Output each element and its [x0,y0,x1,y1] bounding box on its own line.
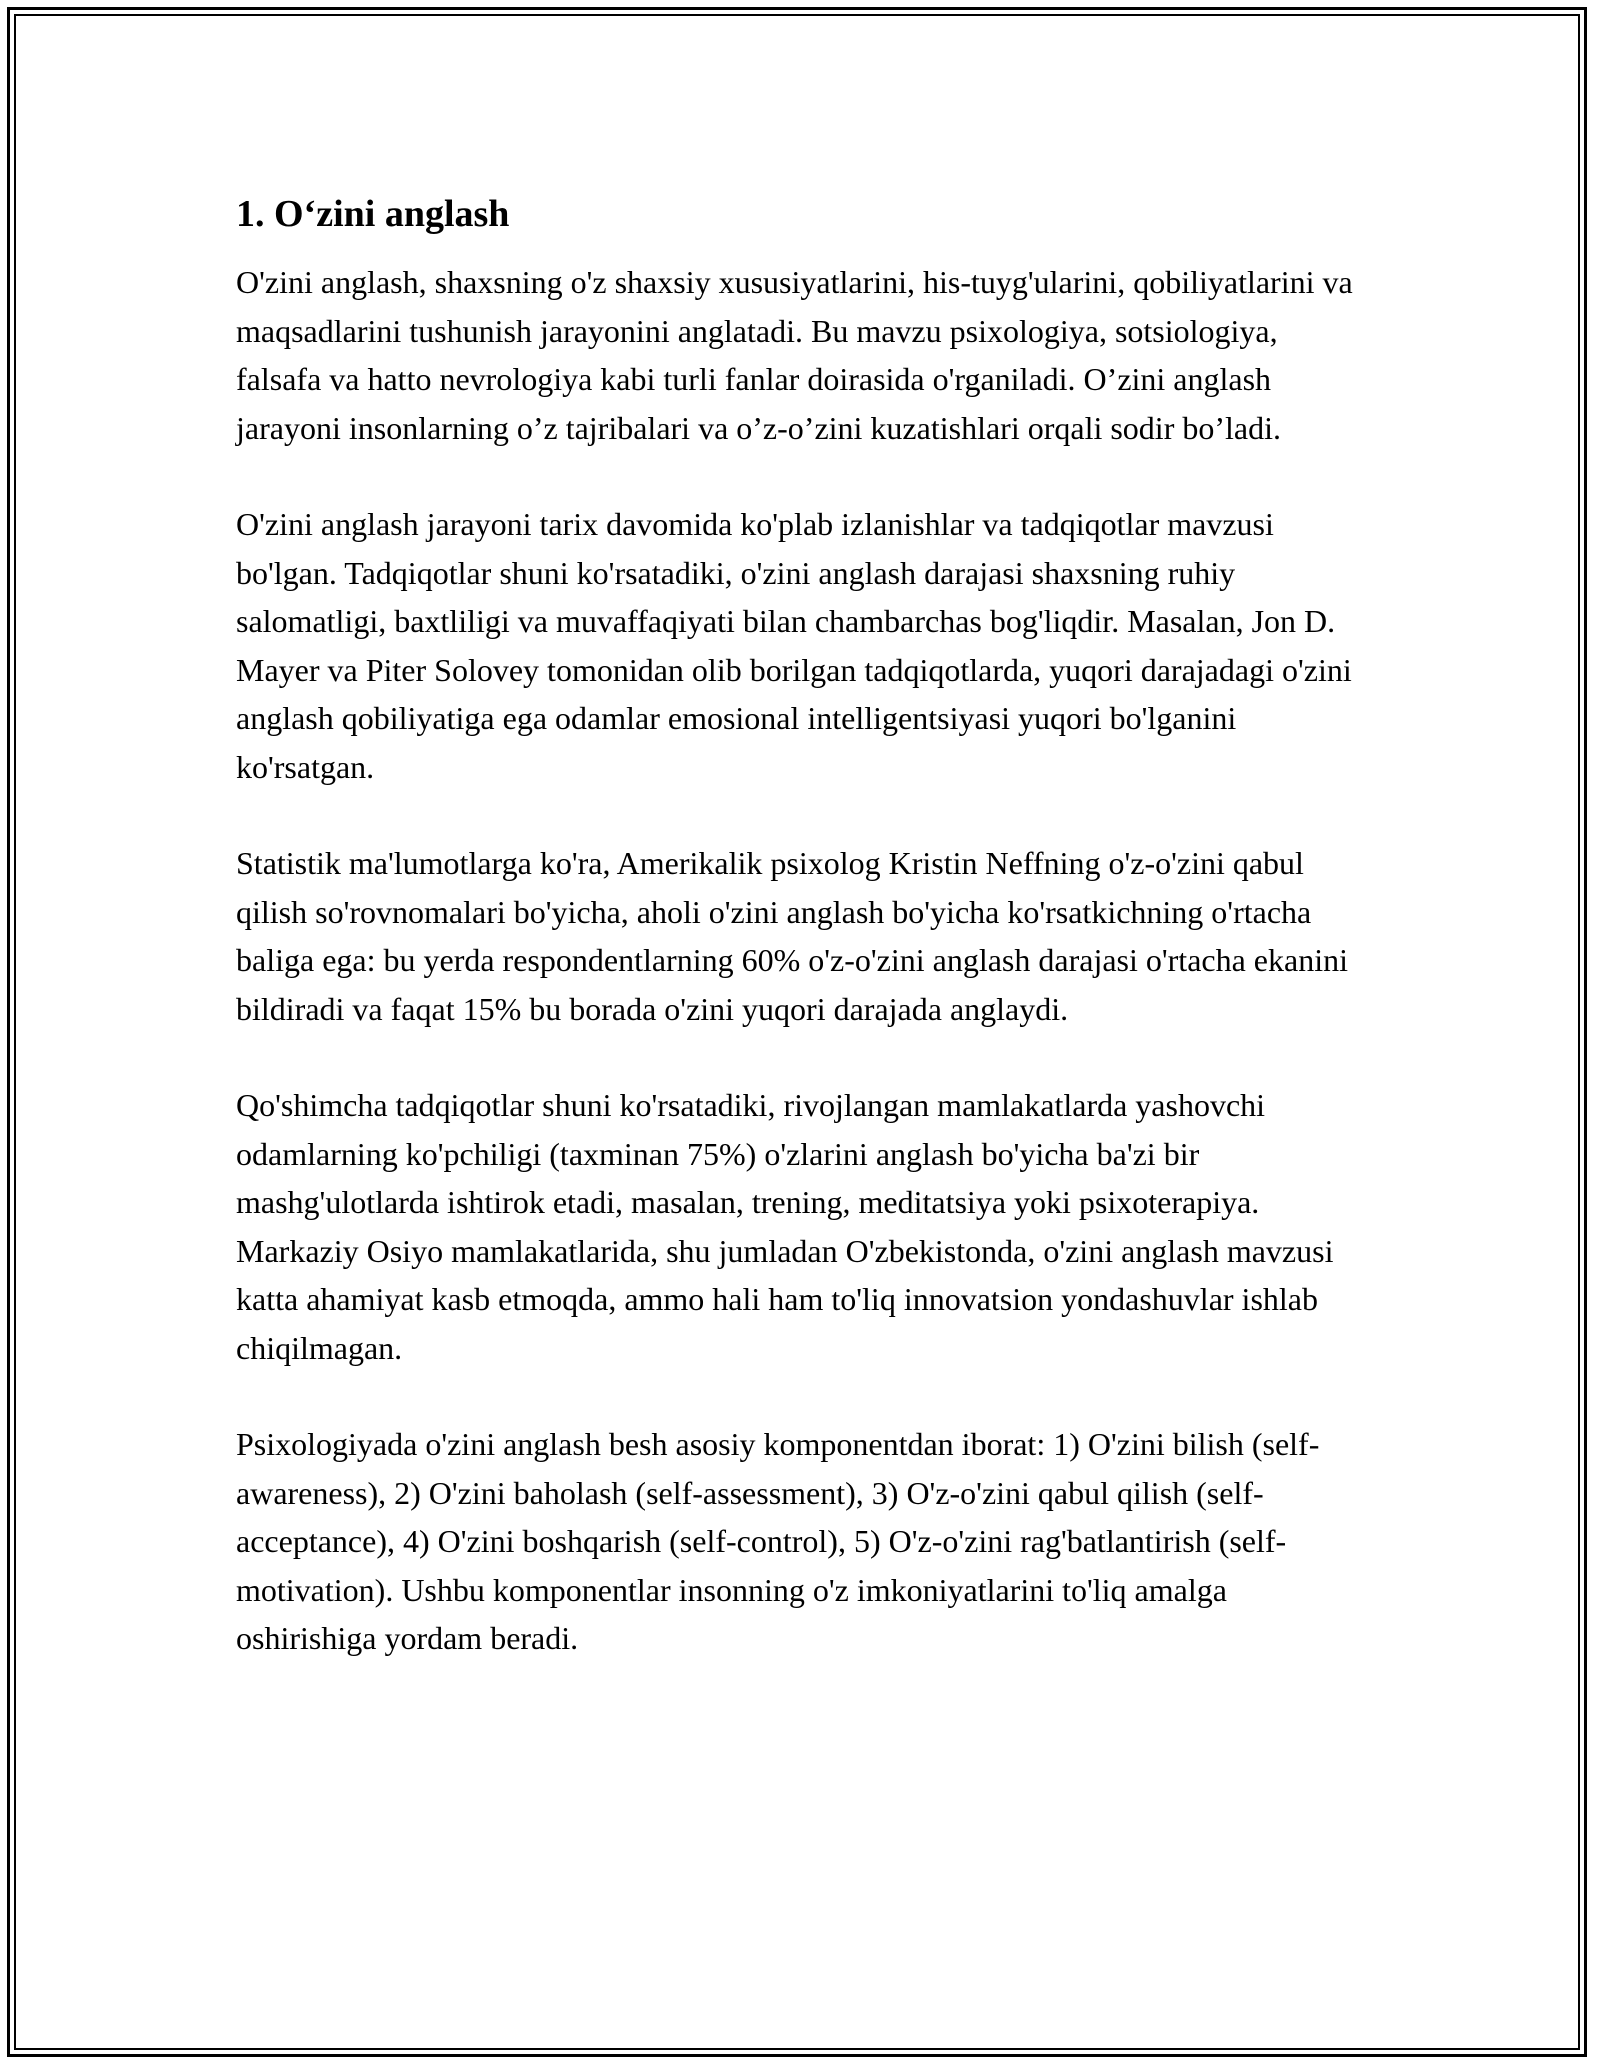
paragraph-5: Psixologiyada o'zini anglash besh asosiy komponentdan iborat: 1) O'zini bilish (self-awareness), 2) O'zini baholash (self-assessment), 3) O'z-o'zini qabul qilish (self-acceptance), 4) O'zini boshqarish (self-control), 5) O'z-o'zini rag'batlantirish (self-motivation). Ushbu komponentlar insonning o'z imkoniyatlarini to'liq amalga oshirishiga yordam beradi. [236,1426,1320,1656]
document-body [236,190,1366,1711]
paragraph-1: O'zini anglash, shaxsning o'z shaxsiy xususiyatlarini, his-tuyg'ularini, qobiliyatlarini va maqsadlarini tushunish jarayonini anglatadi. Bu mavzu psixologiya, sotsiologiya, falsafa va hatto nevrologiya kabi turli fanlar doirasida o'rganiladi. O’zini anglash jarayoni insonlarning o’z tajribalari va o’z-o’zini kuzatishlari orqali sodir bo’ladi. [236,264,1353,446]
paragraph-3: Statistik ma'lumotlarga ko'ra, Amerikalik psixolog Kristin Neffning o'z-o'zini qabul qilish so'rovnomalari bo'yicha, aholi o'zini anglash bo'yicha ko'rsatkichning o'rtacha baliga ega: bu yerda respondentlarning 60% o'z-o'zini anglash darajasi o'rtacha ekanini bildiradi va faqat 15% bu borada o'zini yuqori darajada anglaydi. [236,845,1348,1027]
paragraph-2: O'zini anglash jarayoni tarix davomida ko'plab izlanishlar va tadqiqotlar mavzusi bo'lgan. Tadqiqotlar shuni ko'rsatadiki, o'zini anglash darajasi shaxsning ruhiy salomatligi, baxtliligi va muvaffaqiyati bilan chambarchas bog'liqdir. Masalan, Jon D. Mayer va Piter Solovey tomonidan olib borilgan tadqiqotlarda, yuqori darajadagi o'zini anglash qobiliyatiga ega odamlar emosional intelligentsiyasi yuqori bo'lganini ko'rsatgan. [236,506,1352,785]
paragraph-4: Qo'shimcha tadqiqotlar shuni ko'rsatadiki, rivojlangan mamlakatlarda yashovchi odamlarning ko'pchiligi (taxminan 75%) o'zlarini anglash bo'yicha ba'zi bir mashg'ulotlarda ishtirok etadi, masalan, trening, meditatsiya yoki psixoterapiya. Markaziy Osiyo mamlakatlarida, shu jumladan O'zbekistonda, o'zini anglash mavzusi katta ahamiyat kasb etmoqda, ammo hali ham to'liq innovatsion yondashuvlar ishlab chiqilmagan. [236,1087,1334,1366]
section-title: 1. O‘zini anglash [236,193,510,235]
